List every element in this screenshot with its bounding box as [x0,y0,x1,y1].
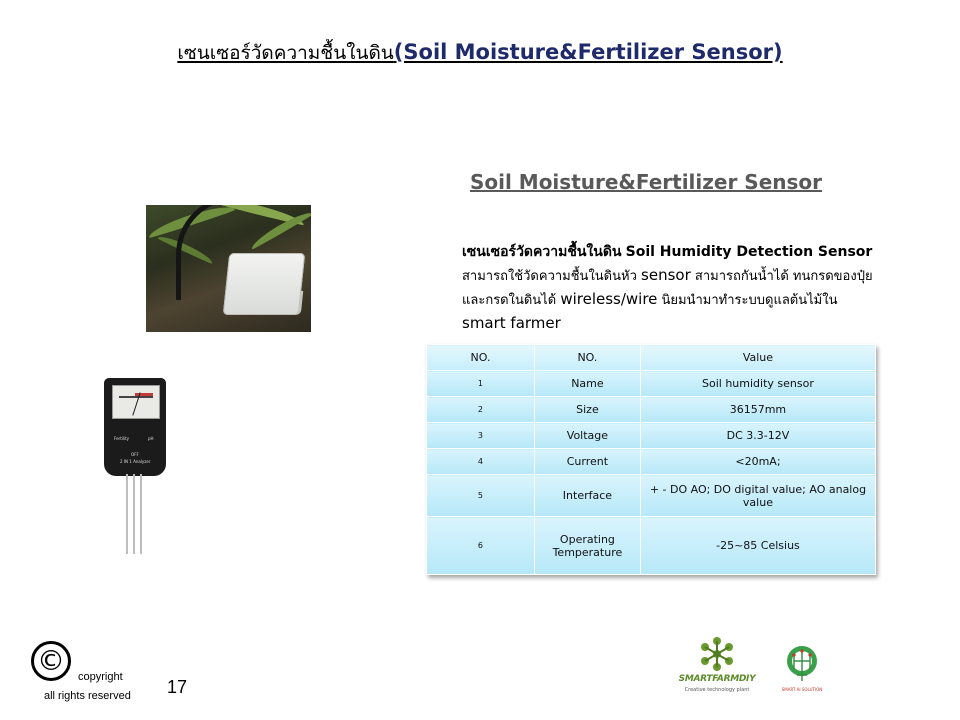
meter-probe [126,474,128,554]
soil-sensor-photo [146,205,311,332]
meter-probe [140,474,142,554]
meter-label-model: 2 IN 1 Analyzer [120,459,151,464]
table-cell: Name [534,371,640,397]
table-cell: Size [534,397,640,423]
table-header-cell: Value [640,345,875,371]
snowflake-leaf-icon [698,636,736,672]
copyright-icon: © [31,641,71,681]
copyright-label: copyright [78,671,123,683]
smartfarmdiy-tagline: Creative technology plant [684,687,750,693]
description-line: smart farmer [462,314,561,332]
sensor-enclosure [223,253,306,315]
table-row [427,423,876,449]
smart-ai-wordmark: SMART AI SOLUTION [781,687,823,692]
smartfarmdiy-logo [678,636,756,696]
table-cell: DC 3.3-12V [640,423,875,449]
meter-label-switch: OFF [131,452,139,457]
table-header-row [427,345,876,371]
table-row [427,475,876,517]
rights-reserved-label: all rights reserved [44,690,131,702]
table-cell: Voltage [534,423,640,449]
meter-dial [112,385,160,419]
table-header-cell: NO. [534,345,640,371]
table-row [427,517,876,575]
table-cell: <20mA; [640,449,875,475]
table-cell: Current [534,449,640,475]
description-line: สามารถใช้วัดความชื้นในดินหัว sensor สามารถกันน้ำได้ ทนกรดของปุ๋ย [462,266,873,284]
meter-label-ph: pH [148,436,154,441]
meter-probe [133,474,135,554]
table-row [427,397,876,423]
meter-label-fertility: Fertility [114,436,130,441]
table-header-cell: NO. [427,345,535,371]
description-heading: เซนเซอร์วัดความชื้นในดิน Soil Humidity Detection Sensor [462,244,873,260]
table-cell: + - DO AO; DO digital value; AO analog value [640,475,875,517]
circuit-tree-icon [775,643,829,687]
spec-table [426,344,876,575]
soil-meter-photo [100,378,170,558]
table-cell: 3 [427,423,535,449]
smartfarmdiy-wordmark: SMARTFARMDIY [678,674,756,684]
table-cell: 4 [427,449,535,475]
table-cell: 1 [427,371,535,397]
smart-ai-solution-logo [775,643,829,697]
table-cell: Soil humidity sensor [640,371,875,397]
page-title-english: (Soil Moisture&Fertilizer Sensor) [393,40,783,64]
table-row [427,449,876,475]
page-title [0,38,960,68]
table-cell: -25~85 Celsius [640,517,875,575]
section-title: Soil Moisture&Fertilizer Sensor [469,170,823,194]
table-cell: Interface [534,475,640,517]
table-cell: Operating Temperature [534,517,640,575]
table-cell: 36157mm [640,397,875,423]
sensor-description [462,241,882,335]
page-title-thai: เซนเซอร์วัดความชื้นในดิน [177,42,394,64]
table-cell: 6 [427,517,535,575]
table-cell: 2 [427,397,535,423]
table-row [427,371,876,397]
page-number: 17 [167,677,188,697]
description-line: และกรดในดินได้ wireless/wire นิยมนำมาทำระบบดูแลต้นไม้ใน [462,290,838,308]
table-cell: 5 [427,475,535,517]
